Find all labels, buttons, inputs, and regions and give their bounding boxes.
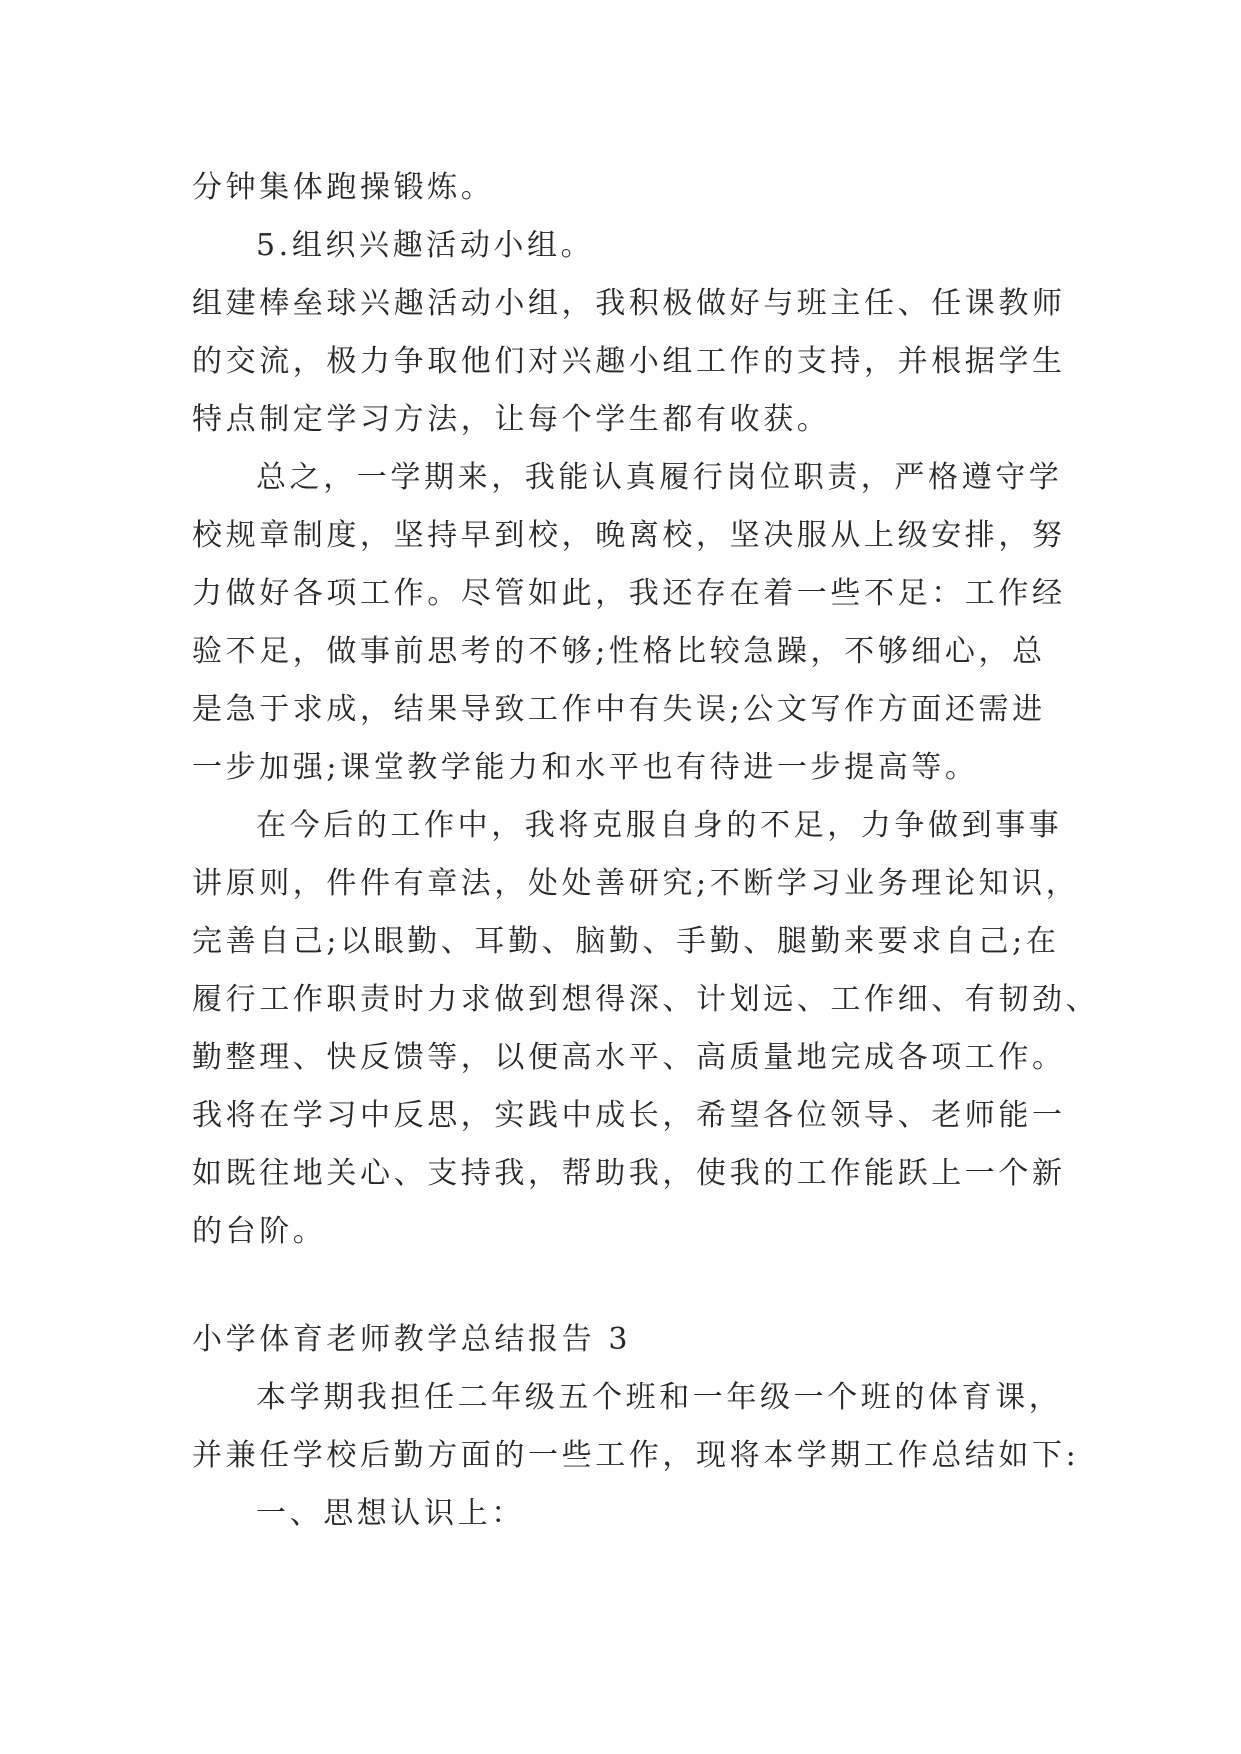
text-line: 一步加强;课堂教学能力和水平也有待进一步提高等。 xyxy=(192,750,979,785)
text-line: 力做好各项工作。尽管如此，我还存在着一些不足：工作经 xyxy=(192,576,1066,611)
text-line: 我将在学习中反思，实践中成长，希望各位领导、老师能一 xyxy=(192,1098,1066,1133)
text-line: 完善自己;以眼勤、耳勤、脑勤、手勤、腿勤来要求自己;在 xyxy=(192,924,1060,959)
text-line: 履行工作职责时力求做到想得深、计划远、工作细、有韧劲、 xyxy=(192,982,1100,1017)
text-line: 如既往地关心、支持我，帮助我，使我的工作能跃上一个新 xyxy=(192,1156,1066,1191)
text-line: 校规章制度，坚持早到校，晚离校，坚决服从上级安排，努 xyxy=(192,518,1066,553)
text-line: 是急于求成，结果导致工作中有失误;公文写作方面还需进 xyxy=(192,692,1046,727)
text-line: 验不足，做事前思考的不够;性格比较急躁，不够细心，总 xyxy=(192,634,1046,669)
section-heading: 一、思想认识上： xyxy=(256,1496,525,1531)
text-line: 总之，一学期来，我能认真履行岗位职责，严格遵守学 xyxy=(256,460,1063,495)
text-line: 的台阶。 xyxy=(192,1214,327,1249)
text-line: 在今后的工作中，我将克服自身的不足，力争做到事事 xyxy=(256,808,1063,843)
text-line: 组建棒垒球兴趣活动小组，我积极做好与班主任、任课教师 xyxy=(192,286,1066,321)
text-line: 本学期我担任二年级五个班和一年级一个班的体育课， xyxy=(256,1380,1063,1415)
report-title: 小学体育老师教学总结报告 3 xyxy=(192,1322,632,1357)
section-heading: 5.组织兴趣活动小组。 xyxy=(256,228,595,263)
text-line: 并兼任学校后勤方面的一些工作，现将本学期工作总结如下: xyxy=(192,1438,1080,1473)
text-line: 勤整理、快反馈等，以便高水平、高质量地完成各项工作。 xyxy=(192,1040,1066,1075)
text-line: 分钟集体跑操锻炼。 xyxy=(192,170,495,205)
text-line: 的交流，极力争取他们对兴趣小组工作的支持，并根据学生 xyxy=(192,344,1066,379)
text-line: 讲原则，件件有章法，处处善研究;不断学习业务理论知识， xyxy=(192,866,1080,901)
text-line: 特点制定学习方法，让每个学生都有收获。 xyxy=(192,402,831,437)
